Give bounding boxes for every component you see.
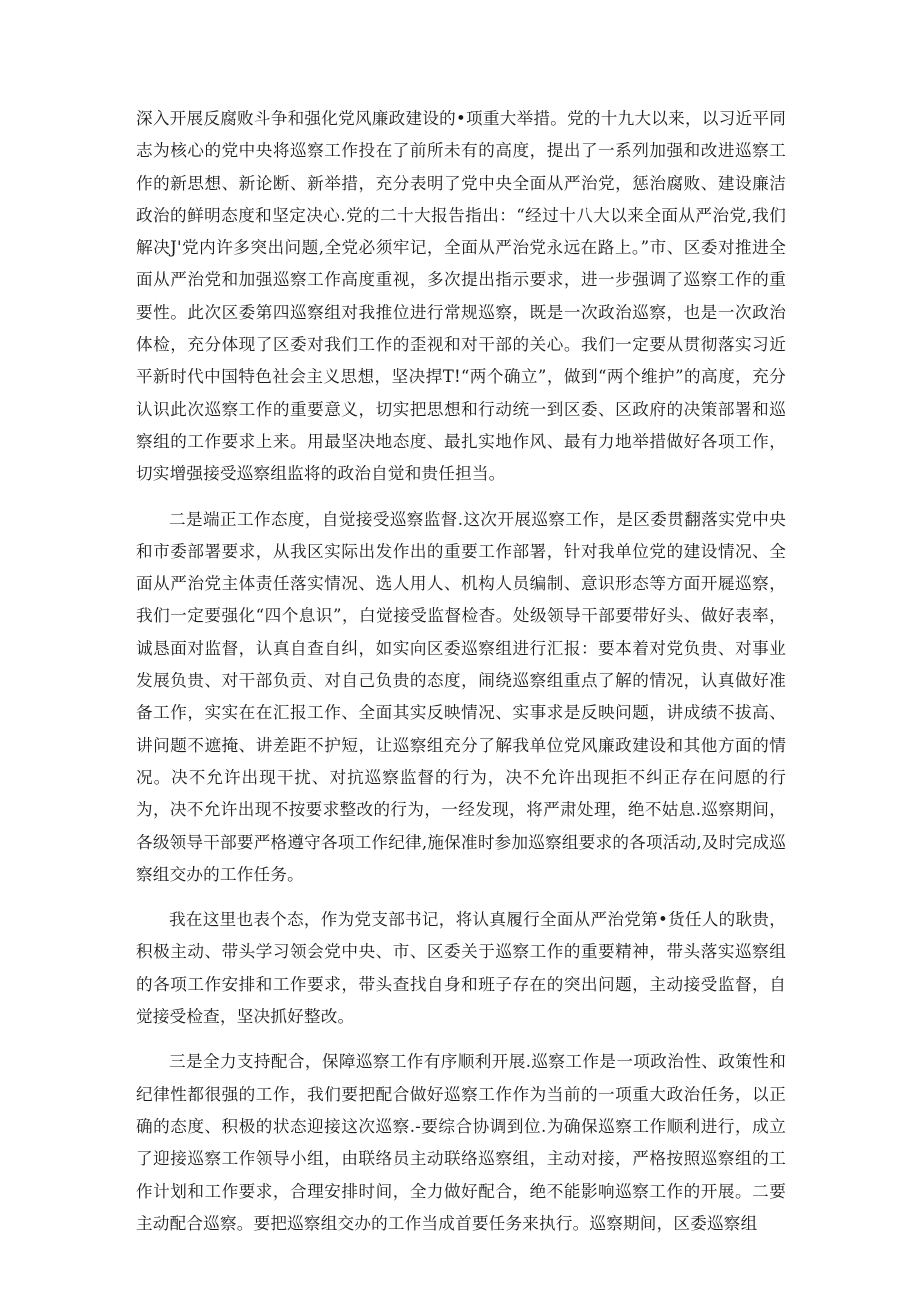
- paragraph-2: 二是端正工作态度，自觉接受巡察监督.这次开展巡察工作，是区委贯翻落实党中央和市委部署要求，从我区实际出发作出的重要工作部署，针对我单位党的建设情况、全面从严治党主体责任落实情况、选人用人、机构人员编制、意识形态等方面开屣巡察，我们一定要强化“四个息识”，白觉接受监督检杳。处级领导干部要带好头、做好表率，诚恳面对监督，认真自查自纠，如实向区委巡察组进行汇报：要本着对党负贵、对事业发展负贵、对干部负贡、对自己负贵的态度，闹绕巡察组重点了解的情况，认真做好准备工作，实实在在汇报工作、全面其实反映情况、实事求是反映问题，讲成绩不拔高、讲问题不遮掩、讲差距不护短，让巡察组充分了解我单位党风廉政建设和其他方面的情况。决不允许出现干扰、对抗巡察监督的行为，决不允许出现拒不纠正存在问愿的行为，决不允许出现不按要求整改的行为，一经发现，将严肃处理，绝不姑息.巡察期间，各级领导干部要严格遵守各项工作纪律,施保准时参加巡察组要求的各项活动,及时完成巡察组交办的工作任务。: [136, 509, 786, 884]
- document-page: [136, 103, 786, 1240]
- paragraph-3: 我在这里也表个态，作为党支部书记，将认真履行全面从严治党第•货任人的耿贵，积极主动、带头学习领会党中央、市、区委关于巡察工作的重要精神，带头落实巡察组的各项工作安排和工作要求，带头查找自身和班子存在的突出问题，主动接受监督，自觉接受检查，坚决抓好整改。: [136, 910, 786, 1027]
- paragraph-1: 深入开展反腐败斗争和强化党风廉政建设的•项重大举措。党的十九大以来，以习近平同志为核心的党中央将巡察工作投在了前所未有的高度，提出了一系列加强和改进巡察工作的新思想、新论断、新举措，充分表明了党中央全面从严治党，惩治腐败、建设廉洁政治的鲜明态度和坚定决心.党的二十大报告指出：“经过十八大以来全面从严治党,我们解决J'党内许多突出问题,全党必须牢记，全面从严治党永远在路上。”市、区委对推进全面从严治党和加强巡察工作高度重视，多次提出指示要求，进一步强调了巡察工作的重要性。此次区委第四巡察组对我推位进行常规巡察，既是一次政治巡察，也是一次政治体检，充分体现了区委对我们工作的歪视和对干部的关心。我们一定要从贯彻落实习近平新时代中国特色社会主义思想，坚决捍T!“两个确立”，做到“两个维护”的高度，充分认识此次巡察工作的重要意义，切实把思想和行动统一到区委、区政府的决策部署和巡察组的工作要求上来。用最坚决地态度、最扎实地作风、最有力地举措做好各项工作，切实增强接受巡察组监将的政治自觉和贵任担当。: [136, 109, 786, 484]
- paragraph-4: 三是全力支持配合，保障巡察工作有序顺利开展.巡察工作是一项政治性、政策性和纪律性都很强的工作，我们要把配合做好巡察工作作为当前的一项重大政治任务，以正确的态度、积极的状态迎接这次巡察.-要综合协调到位.为确保巡察工作顺利进行，成立了迎接巡察工作领导小组，由联络员主动联络巡察组，主动对接，严格按照巡察组的工作计划和工作要求，合理安排时间，全力做好配合，绝不能影响巡察工作的开展。二要主动配合巡察。要把巡察组交办的工作当成首要任务来执行。巡察期间，区委巡察组: [136, 1052, 786, 1233]
